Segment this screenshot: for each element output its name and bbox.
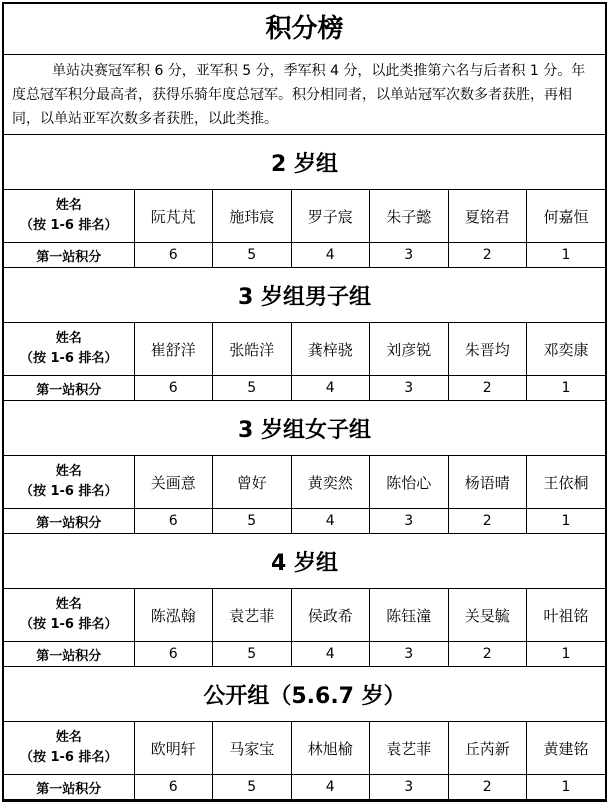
score-cell: 6 (134, 243, 213, 268)
names-row (4, 456, 605, 509)
names-row (4, 722, 605, 775)
leaderboard-sheet (2, 2, 607, 802)
score-cell: 1 (527, 642, 606, 667)
participant-name: 罗子宸 (291, 190, 370, 243)
participant-name: 龚梓骁 (291, 323, 370, 376)
score-header-label: 第一站积分 (4, 376, 134, 401)
group-table (4, 268, 605, 401)
group-title: 3 岁组男子组 (4, 268, 605, 323)
participant-name: 杨语晴 (448, 456, 527, 509)
name-header-label: 姓名 (55, 331, 82, 346)
participant-name: 王依桐 (527, 456, 606, 509)
page-title: 积分榜 (4, 4, 605, 55)
participant-name: 阮芃芃 (134, 190, 213, 243)
scores-row (4, 509, 605, 534)
participant-name: 施玮宸 (213, 190, 292, 243)
participant-name: 欧明轩 (134, 722, 213, 775)
score-cell: 4 (291, 376, 370, 401)
score-cell: 2 (448, 243, 527, 268)
scores-row (4, 376, 605, 401)
participant-name: 夏铭君 (448, 190, 527, 243)
score-header-label: 第一站积分 (4, 509, 134, 534)
names-row (4, 190, 605, 243)
participant-name: 关画意 (134, 456, 213, 509)
score-cell: 2 (448, 376, 527, 401)
participant-name: 崔舒洋 (134, 323, 213, 376)
names-row (4, 323, 605, 376)
group-table (4, 135, 605, 268)
participant-name: 黄建铭 (527, 722, 606, 775)
score-cell: 3 (370, 509, 449, 534)
participant-name: 张皓洋 (213, 323, 292, 376)
score-cell: 4 (291, 775, 370, 800)
participant-name: 叶祖铭 (527, 589, 606, 642)
name-header-label: 姓名 (55, 730, 82, 745)
group-table (4, 401, 605, 534)
score-cell: 6 (134, 642, 213, 667)
score-cell: 2 (448, 642, 527, 667)
name-header-cell (4, 190, 134, 243)
participant-name: 侯政希 (291, 589, 370, 642)
group-title: 3 岁组女子组 (4, 401, 605, 456)
participant-name: 丘芮新 (448, 722, 527, 775)
score-cell: 4 (291, 642, 370, 667)
group-table (4, 534, 605, 667)
participant-name: 袁艺菲 (213, 589, 292, 642)
score-cell: 3 (370, 775, 449, 800)
name-header-cell (4, 589, 134, 642)
participant-name: 朱晋均 (448, 323, 527, 376)
score-cell: 6 (134, 376, 213, 401)
score-cell: 2 (448, 775, 527, 800)
name-header-sublabel: （按 1-6 排名） (19, 218, 118, 233)
name-header-cell (4, 722, 134, 775)
groups-container (4, 135, 605, 800)
participant-name: 陈怡心 (370, 456, 449, 509)
score-cell: 1 (527, 775, 606, 800)
score-cell: 6 (134, 775, 213, 800)
group-title: 4 岁组 (4, 534, 605, 589)
group-title: 公开组（5.6.7 岁） (4, 667, 605, 722)
name-header-label: 姓名 (55, 198, 82, 213)
score-cell: 5 (213, 243, 292, 268)
score-cell: 3 (370, 376, 449, 401)
name-header-sublabel: （按 1-6 排名） (19, 351, 118, 366)
participant-name: 曾好 (213, 456, 292, 509)
score-cell: 6 (134, 509, 213, 534)
score-cell: 4 (291, 243, 370, 268)
participant-name: 袁艺菲 (370, 722, 449, 775)
participant-name: 马家宝 (213, 722, 292, 775)
name-header-sublabel: （按 1-6 排名） (19, 750, 118, 765)
score-header-label: 第一站积分 (4, 243, 134, 268)
name-header-label: 姓名 (55, 464, 82, 479)
name-header-cell (4, 456, 134, 509)
participant-name: 朱子懿 (370, 190, 449, 243)
participant-name: 陈泓翰 (134, 589, 213, 642)
score-cell: 5 (213, 642, 292, 667)
name-header-sublabel: （按 1-6 排名） (19, 484, 118, 499)
score-header-label: 第一站积分 (4, 642, 134, 667)
participant-name: 关旻毓 (448, 589, 527, 642)
rules-text: 单站决赛冠军积 6 分，亚军积 5 分，季军积 4 分，以此类推第六名与后者积 1 分。年度总冠军积分最高者，获得乐骑年度总冠军。积分相同者，以单站冠军次数多者获胜，再相同，以单站亚军次数多者获胜，以此类推。 (4, 55, 605, 135)
name-header-sublabel: （按 1-6 排名） (19, 617, 118, 632)
score-cell: 1 (527, 243, 606, 268)
group-table (4, 667, 605, 800)
scores-row (4, 775, 605, 800)
participant-name: 何嘉恒 (527, 190, 606, 243)
participant-name: 林旭榆 (291, 722, 370, 775)
score-cell: 5 (213, 376, 292, 401)
scores-row (4, 243, 605, 268)
participant-name: 刘彦锐 (370, 323, 449, 376)
score-cell: 1 (527, 376, 606, 401)
name-header-label: 姓名 (55, 597, 82, 612)
scores-row (4, 642, 605, 667)
score-cell: 1 (527, 509, 606, 534)
participant-name: 邓奕康 (527, 323, 606, 376)
name-header-cell (4, 323, 134, 376)
score-cell: 3 (370, 243, 449, 268)
score-cell: 3 (370, 642, 449, 667)
score-cell: 2 (448, 509, 527, 534)
participant-name: 陈钰潼 (370, 589, 449, 642)
score-cell: 4 (291, 509, 370, 534)
participant-name: 黄奕然 (291, 456, 370, 509)
names-row (4, 589, 605, 642)
score-header-label: 第一站积分 (4, 775, 134, 800)
group-title: 2 岁组 (4, 135, 605, 190)
score-cell: 5 (213, 775, 292, 800)
score-cell: 5 (213, 509, 292, 534)
